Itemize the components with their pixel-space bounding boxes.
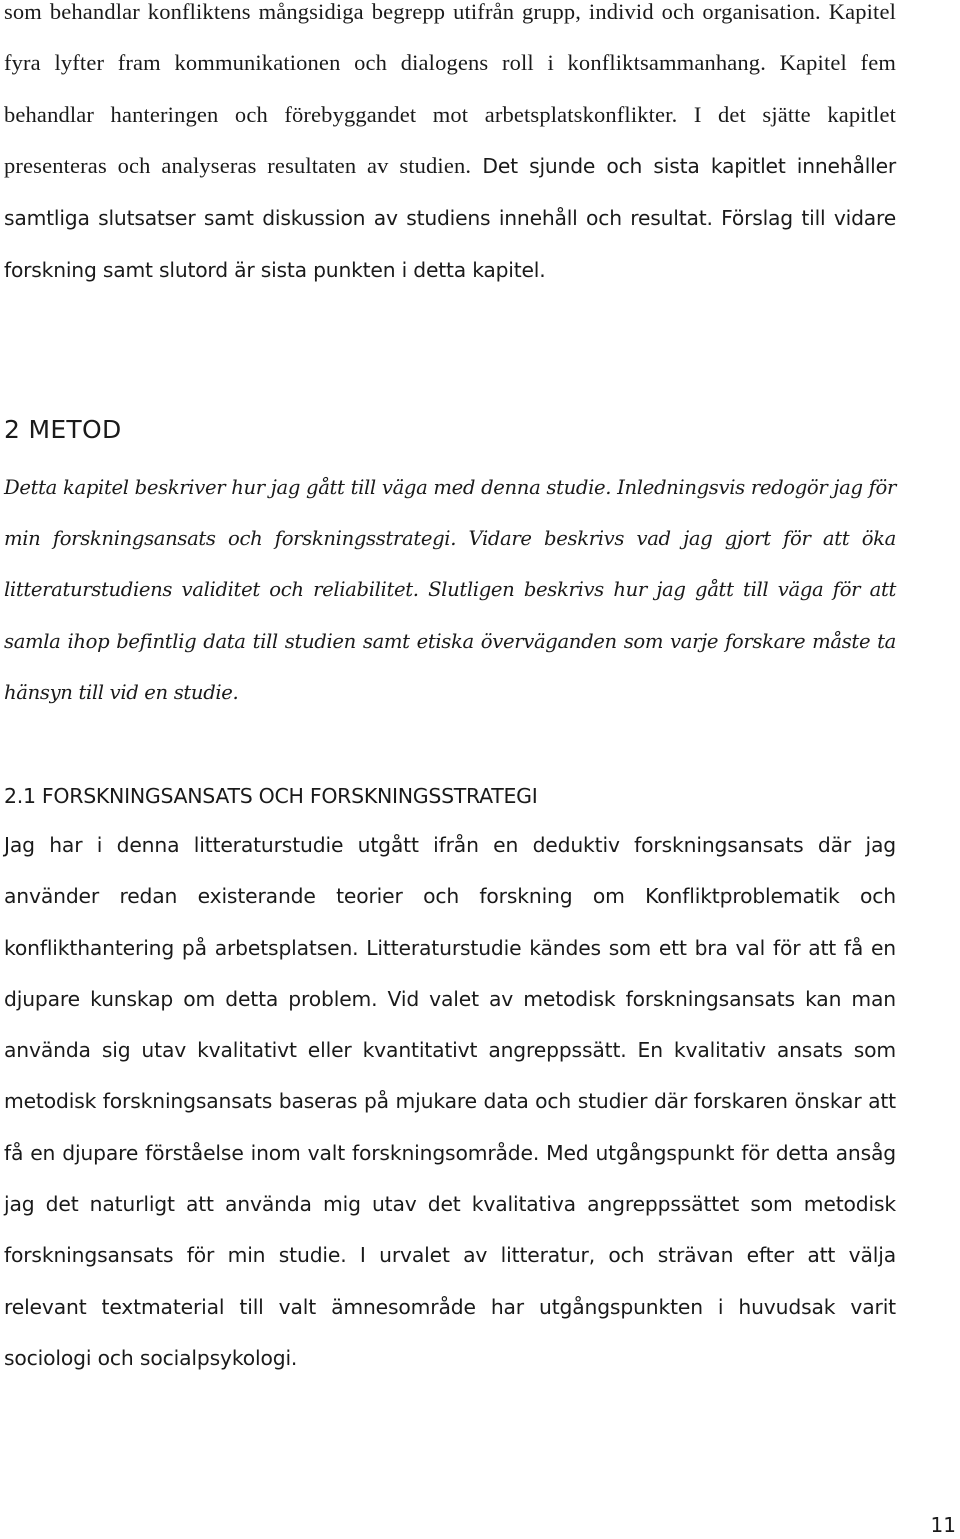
intro-text: som behandlar konfliktens mångsidiga begrepp utifrån grupp, individ och organisation. Kapitel fyra lyfter fram kommunikationen och dialogens roll i konfliktsammanhang. Kapitel fem behandlar hanteringen och förebyggandet mot arbetsplatskonflikter. I det sjätte kapitlet presenteras och analyseras resultaten av studien. <box>4 0 896 178</box>
section-heading-forskningsstrategi: 2.1 FORSKNINGSANSATS OCH FORSKNINGSSTRATEGI <box>4 784 538 808</box>
page-number: 11 <box>930 1513 956 1537</box>
metod-intro-paragraph: Detta kapitel beskriver hur jag gått till väga med denna studie. Inledningsvis redogör jag för min forskningsansats och forskningsstrategi. Vidare beskrivs vad jag gjort för att öka litteraturstudiens validitet och reliabilitet. Slutligen beskrivs hur jag gått till väga för att samla ihop befintlig data till studien samt etiska överväganden som varje forskare måste ta hänsyn till vid en studie. <box>4 476 896 704</box>
intro-paragraph <box>4 0 896 297</box>
section-heading-metod: 2 METOD <box>4 415 122 444</box>
forskningsstrategi-paragraph: Jag har i denna litteraturstudie utgått ifrån en deduktiv forskningsansats där jag använder redan existerande teorier och forskning om Konfliktproblematik och konflikthantering på arbetsplatsen. Litteraturstudie kändes som ett bra val för att få en djupare kunskap om detta problem. Vid valet av metodisk forskningsansats kan man använda sig utav kvalitativt eller kvantitativt angreppssätt. En kvalitativ ansats som metodisk forskningsansats baseras på mjukare data och studier där forskaren önskar att få en djupare förståelse inom valt forskningsområde. Med utgångspunkt för detta ansåg jag det naturligt att använda mig utav det kvalitativa angreppssättet som metodisk forskningsansats för min studie. I urvalet av litteratur, och strävan efter att välja relevant textmaterial till valt ämnesområde har utgångspunkten i huvudsak varit sociologi och socialpsykologi. <box>4 833 896 1370</box>
intro-tail-text: Det sjunde och sista kapitlet innehåller samtliga slutsatser samt diskussion av studiens innehåll och resultat. Förslag till vidare forskning samt slutord är sista punkten i detta kapitel. <box>4 153 896 283</box>
